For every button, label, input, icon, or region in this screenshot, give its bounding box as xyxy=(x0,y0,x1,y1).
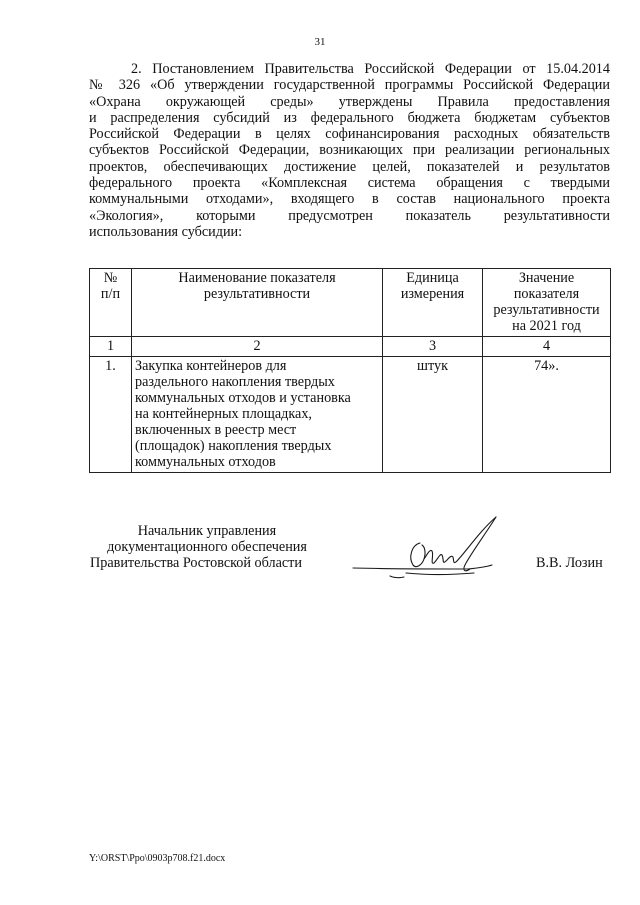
indicator-name-line: включенных в реестр мест xyxy=(135,422,297,438)
paragraph-line: федерального проекта «Комплексная система обращения с твердыми xyxy=(89,175,610,192)
header-unit xyxy=(383,269,483,337)
header-indicator-name xyxy=(132,269,383,337)
indicator-name-line: Закупка контейнеров для xyxy=(135,358,287,374)
header-line: Единица xyxy=(406,270,459,286)
handwritten-signature xyxy=(350,513,515,581)
column-number: 3 xyxy=(383,337,483,357)
header-line: показателя xyxy=(513,286,580,302)
paragraph-line: коммунальными отходами», входящего в состав национального проекта xyxy=(89,191,610,208)
column-number-row xyxy=(90,337,611,357)
paragraph-line: № 326 «Об утверждении государственной программы Российской Федерации xyxy=(89,77,610,94)
signatory-title-line: документационного обеспечения xyxy=(107,539,307,556)
header-line: Значение xyxy=(518,270,575,286)
paragraph-line: использования субсидии: xyxy=(89,223,243,240)
indicator-name-line: коммунальных отходов xyxy=(135,454,276,470)
file-path-footer: Y:\ORST\Ppo\0903p708.f21.docx xyxy=(89,853,226,864)
paragraph-line: 2. Постановлением Правительства Российской Федерации от 15.04.2014 xyxy=(131,61,610,77)
column-number: 4 xyxy=(483,337,611,357)
header-line: № xyxy=(103,270,118,286)
signatory-title-line: Начальник управления xyxy=(137,523,277,539)
header-line: п/п xyxy=(100,286,121,302)
paragraph-line: и распределения субсидий из федерального бюджета бюджетам субъектов xyxy=(89,109,610,126)
column-number: 2 xyxy=(132,337,383,357)
table-header-row xyxy=(90,269,611,337)
header-value xyxy=(483,269,611,337)
paragraph-line: «Охрана окружающей среды» утверждены Правила предоставления xyxy=(89,93,610,110)
indicator-name-line: на контейнерных площадках, xyxy=(135,406,312,422)
signatory-title xyxy=(92,523,322,572)
table-row xyxy=(90,357,611,473)
header-line: результативности xyxy=(203,286,311,302)
indicator-name-line: (площадок) накопления твердых xyxy=(135,438,332,454)
header-line: измерения xyxy=(400,286,465,302)
header-line: на 2021 год xyxy=(512,318,581,334)
header-number xyxy=(90,269,132,337)
header-line: результативности xyxy=(493,302,600,318)
indicator-name xyxy=(132,357,383,473)
paragraph-line: Российской Федерации в целях софинансирования расходных обязательств xyxy=(89,126,610,143)
header-line: Наименование показателя xyxy=(178,270,336,286)
row-number: 1. xyxy=(90,357,132,473)
column-number: 1 xyxy=(90,337,132,357)
indicator-value: 74». xyxy=(483,357,611,473)
signatory-title-line: Правительства Ростовской области xyxy=(90,555,302,572)
indicator-name-line: раздельного накопления твердых xyxy=(135,374,335,390)
indicator-name-line: коммунальных отходов и установка xyxy=(135,390,351,406)
paragraph-line: «Экология», которыми предусмотрен показатель результативности xyxy=(89,207,610,224)
page-number: 31 xyxy=(314,36,326,48)
paragraph-line: субъектов Российской Федерации, возникающих при реализации региональных xyxy=(89,142,610,159)
paragraph-line: проектов, обеспечивающих достижение целей, показателей и результатов xyxy=(89,158,610,175)
signatory-name: В.В. Лозин xyxy=(536,555,603,571)
results-indicator-table xyxy=(89,268,611,473)
indicator-unit: штук xyxy=(383,357,483,473)
body-paragraph xyxy=(89,61,610,240)
